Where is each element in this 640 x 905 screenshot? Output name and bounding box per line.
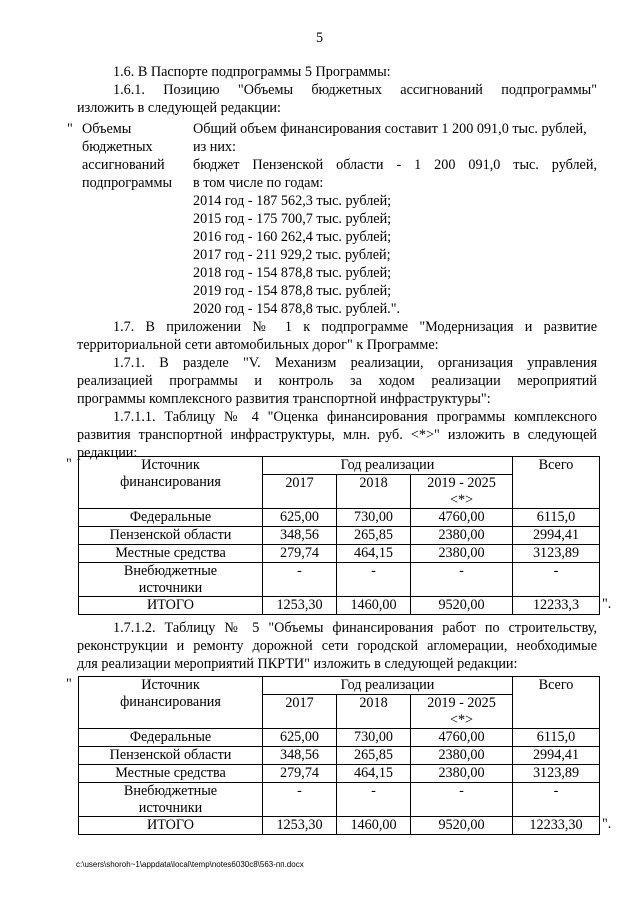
row-2018: 1460,00 [337,597,411,615]
row-total: 2994,41 [513,747,600,765]
section-1-6-heading: 1.6. В Паспорте подпрограммы 5 Программы: [113,64,391,80]
row-total: - [513,783,600,817]
header-2018: 2018 [337,695,411,729]
row-2019-2025: 2380,00 [411,765,513,783]
header-2019-2025: 2019 - 2025 <*> [411,695,513,729]
table5-financing [78,676,600,835]
table-row-total [79,817,600,835]
section-1-7-line1: 1.7. В приложении № 1 к подпрограмме "Модернизация и развитие [113,319,597,335]
row-source: Местные средства [79,545,263,563]
row-source: Федеральные [79,509,263,527]
row-source: ИТОГО [79,817,263,835]
row-total: 3123,89 [513,545,600,563]
row-2018: - [337,563,411,597]
passport-year-line: 2020 год - 154 878,8 тыс. рублей.". [193,301,401,317]
header-2017: 2017 [263,475,337,509]
row-2018: 730,00 [337,509,411,527]
table-row-total [79,597,600,615]
section-1-7-1-2-line1: 1.7.1.2. Таблицу № 5 "Объемы финансирования работ по строительству, [113,620,597,636]
row-total: 6115,0 [513,729,600,747]
passport-year-line: 2016 год - 160 262,4 тыс. рублей; [193,229,392,245]
page-number: 5 [316,30,324,46]
section-1-7-line2: территориальной сети автомобильных дорог" к Программе: [77,337,439,353]
row-2019-2025: 9520,00 [411,817,513,835]
row-source: Внебюджетные источники [79,563,263,597]
section-1-7-1-2-line3: для реализации мероприятий ПКРТИ" изложить в следующей редакции: [77,656,518,672]
row-total: 6115,0 [513,509,600,527]
passport-label-line: ассигнований [82,157,165,173]
row-2017: 1253,30 [263,597,337,615]
section-1-6-1-line2: изложить в следующей редакции: [77,100,281,116]
row-2019-2025: 4760,00 [411,729,513,747]
table4-financing [78,456,600,615]
header-2019-2025: 2019 - 2025 <*> [411,475,513,509]
row-2017: 279,74 [263,765,337,783]
header-source: Источник финансирования [79,677,263,729]
row-2018: 464,15 [337,765,411,783]
passport-year-line: 2018 год - 154 878,8 тыс. рублей; [193,265,392,281]
section-1-7-1-1-line1: 1.7.1.1. Таблицу № 4 "Оценка финансирования программы комплексного [113,409,597,425]
row-2019-2025: 4760,00 [411,509,513,527]
row-source: Местные средства [79,765,263,783]
table-row [79,563,600,597]
section-1-7-1-line2: реализацией программы и контроль за ходом реализации мероприятий [77,373,597,389]
row-2018: - [337,783,411,817]
passport-budget-line2: в том числе по годам: [193,175,324,191]
table-row [79,509,600,527]
passport-total-line2: из них: [193,139,236,155]
row-2019-2025: - [411,563,513,597]
section-1-7-1-1-line2: развития транспортной инфраструктуры, млн. руб. <*>" изложить в следующей [77,427,597,443]
table-row [79,729,600,747]
header-period: Год реализации [263,457,513,475]
row-2017: 348,56 [263,527,337,545]
table-row [79,527,600,545]
row-2018: 265,85 [337,527,411,545]
row-total: 12233,3 [513,597,600,615]
footer-file-path: c:\users\shoroh~1\appdata\local\temp\notes6030c8\563-пп.docx [76,860,304,869]
passport-open-quote: " [67,121,73,137]
section-1-7-1-1-line3: редакции: [77,445,138,461]
row-2019-2025: - [411,783,513,817]
passport-label-line: бюджетных [82,139,153,155]
table5-close-quote: ". [602,816,612,832]
row-2018: 464,15 [337,545,411,563]
table-row [79,765,600,783]
header-2017: 2017 [263,695,337,729]
row-2018: 1460,00 [337,817,411,835]
header-total: Всего [513,457,600,509]
row-total: 3123,89 [513,765,600,783]
row-source: Внебюджетные источники [79,783,263,817]
passport-label-line: подпрограммы [82,175,172,191]
row-2018: 730,00 [337,729,411,747]
section-1-7-1-line3: программы комплексного развития транспортной инфраструктуры": [77,391,491,407]
header-2018: 2018 [337,475,411,509]
row-source: Федеральные [79,729,263,747]
table4-open-quote: " [66,456,72,472]
row-2017: 625,00 [263,509,337,527]
row-source: ИТОГО [79,597,263,615]
section-1-6-1-line1: 1.6.1. Позицию "Объемы бюджетных ассигнований подпрограммы" [113,82,597,98]
row-2019-2025: 2380,00 [411,747,513,765]
row-total: 12233,30 [513,817,600,835]
row-2017: - [263,563,337,597]
row-2017: 348,56 [263,747,337,765]
header-total: Всего [513,677,600,729]
passport-budget-line1: бюджет Пензенской области - 1 200 091,0 тыс. рублей, [193,157,597,173]
row-2017: 279,74 [263,545,337,563]
table-row [79,545,600,563]
header-period: Год реализации [263,677,513,695]
row-2017: - [263,783,337,817]
row-2017: 1253,30 [263,817,337,835]
passport-label-line: Объемы [82,121,132,137]
row-source: Пензенской области [79,747,263,765]
row-2019-2025: 2380,00 [411,527,513,545]
row-2019-2025: 9520,00 [411,597,513,615]
header-source: Источник финансирования [79,457,263,509]
passport-year-line: 2015 год - 175 700,7 тыс. рублей; [193,211,392,227]
section-1-7-1-2-line2: реконструкции и ремонту дорожной сети городской агломерации, необходимые [77,638,597,654]
row-source: Пензенской области [79,527,263,545]
row-2017: 625,00 [263,729,337,747]
passport-year-line: 2019 год - 154 878,8 тыс. рублей; [193,283,392,299]
row-total: 2994,41 [513,527,600,545]
section-1-7-1-line1: 1.7.1. В разделе "V. Механизм реализации, организация управления [113,355,597,371]
passport-year-line: 2014 год - 187 562,3 тыс. рублей; [193,193,392,209]
table-row [79,783,600,817]
row-2018: 265,85 [337,747,411,765]
table-row [79,747,600,765]
table4-close-quote: ". [602,596,612,612]
row-total: - [513,563,600,597]
passport-total-line1: Общий объем финансирования составит 1 200 091,0 тыс. рублей, [193,121,587,137]
row-2019-2025: 2380,00 [411,545,513,563]
table5-open-quote: " [66,676,72,692]
passport-year-line: 2017 год - 211 929,2 тыс. рублей; [193,247,391,263]
